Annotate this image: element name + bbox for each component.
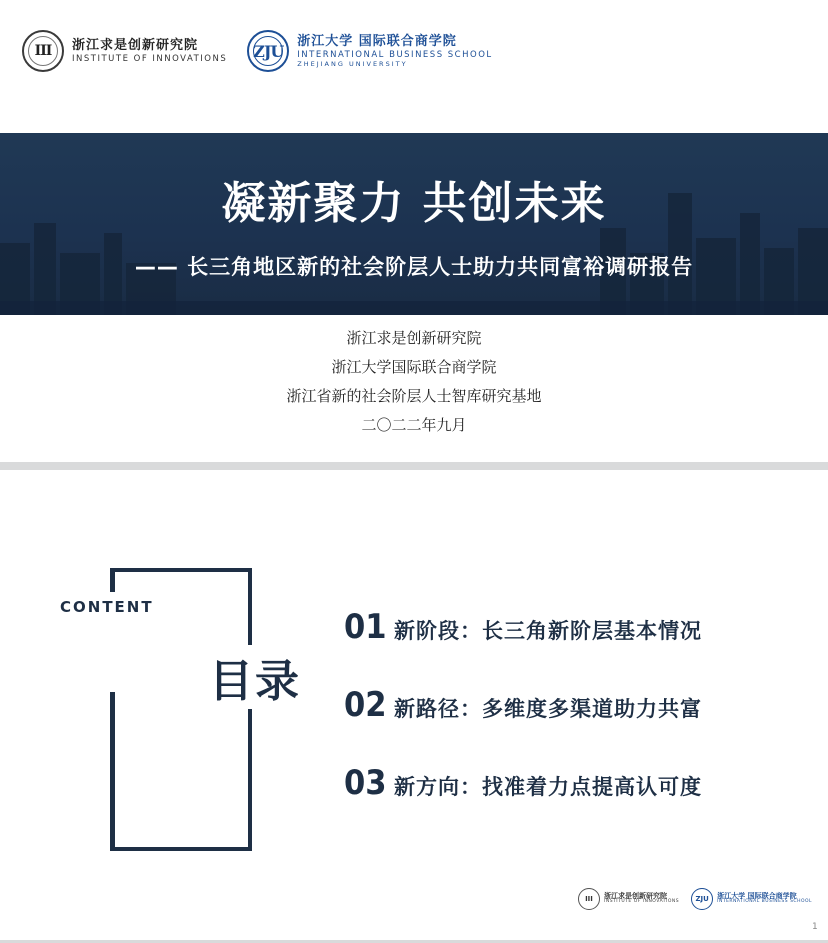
institute-seal-mark: III xyxy=(34,43,52,59)
contents-slide xyxy=(0,470,828,940)
info-line-base: 浙江省新的社会阶层人士智库研究基地 xyxy=(286,387,542,405)
business-school-logo xyxy=(247,30,492,72)
business-school-name-en: INTERNATIONAL BUSINESS SCHOOL xyxy=(297,49,493,60)
toc-item-2 xyxy=(344,685,702,725)
info-line-school: 浙江大学国际联合商学院 xyxy=(331,358,497,376)
report-title: 凝新聚力 共创未来 xyxy=(221,178,607,229)
toc-text: 新阶段：长三角新阶层基本情况 xyxy=(394,619,702,643)
footer-school-name-en: INTERNATIONAL BUSINESS SCHOOL xyxy=(717,899,813,905)
zju-seal-mark: ZJU xyxy=(253,41,284,61)
toc-item-3 xyxy=(344,763,702,803)
institute-seal-icon xyxy=(578,888,600,910)
toc-number: 02 xyxy=(344,685,387,725)
footer-zju-mark: ZJU xyxy=(695,895,709,903)
report-subtitle: —— 长三角地区新的社会阶层人士助力共同富裕调研报告 xyxy=(134,255,694,279)
footer-school-name-cn: 浙江大学 国际联合商学院 xyxy=(717,891,797,900)
toc-number: 01 xyxy=(344,607,387,647)
institute-name-cn: 浙江求是创新研究院 xyxy=(72,37,199,53)
footer-institute-mark: III xyxy=(585,895,593,903)
header-logos xyxy=(22,30,513,72)
info-line-date: 二〇二二年九月 xyxy=(361,416,467,434)
business-school-name-en-sub: ZHEJIANG UNIVERSITY xyxy=(297,60,408,69)
toc-text: 新方向：找准着力点提高认可度 xyxy=(394,775,702,799)
toc-number: 03 xyxy=(344,763,387,803)
footer-logos xyxy=(578,888,824,910)
footer-institute-name-en: INSTITUTE OF INNOVATIONS xyxy=(604,899,680,905)
contents-heading: 目录 xyxy=(207,645,303,709)
institute-logo xyxy=(22,30,227,72)
toc-text: 新路径：多维度多渠道助力共富 xyxy=(394,697,702,721)
zju-seal-icon xyxy=(691,888,713,910)
page-number: 1 xyxy=(812,922,818,932)
business-school-name-cn: 浙江大学 国际联合商学院 xyxy=(297,33,457,49)
institute-seal-icon xyxy=(22,30,64,72)
toc-item-1 xyxy=(344,607,702,647)
zju-seal-icon xyxy=(247,30,289,72)
report-info xyxy=(0,324,828,440)
content-label: CONTENT xyxy=(60,598,154,616)
title-banner xyxy=(0,133,828,315)
info-line-institute: 浙江求是创新研究院 xyxy=(346,329,482,347)
institute-name-en: INSTITUTE OF INNOVATIONS xyxy=(72,53,228,64)
title-slide xyxy=(0,0,828,462)
footer-institute-name-cn: 浙江求是创新研究院 xyxy=(604,891,667,900)
